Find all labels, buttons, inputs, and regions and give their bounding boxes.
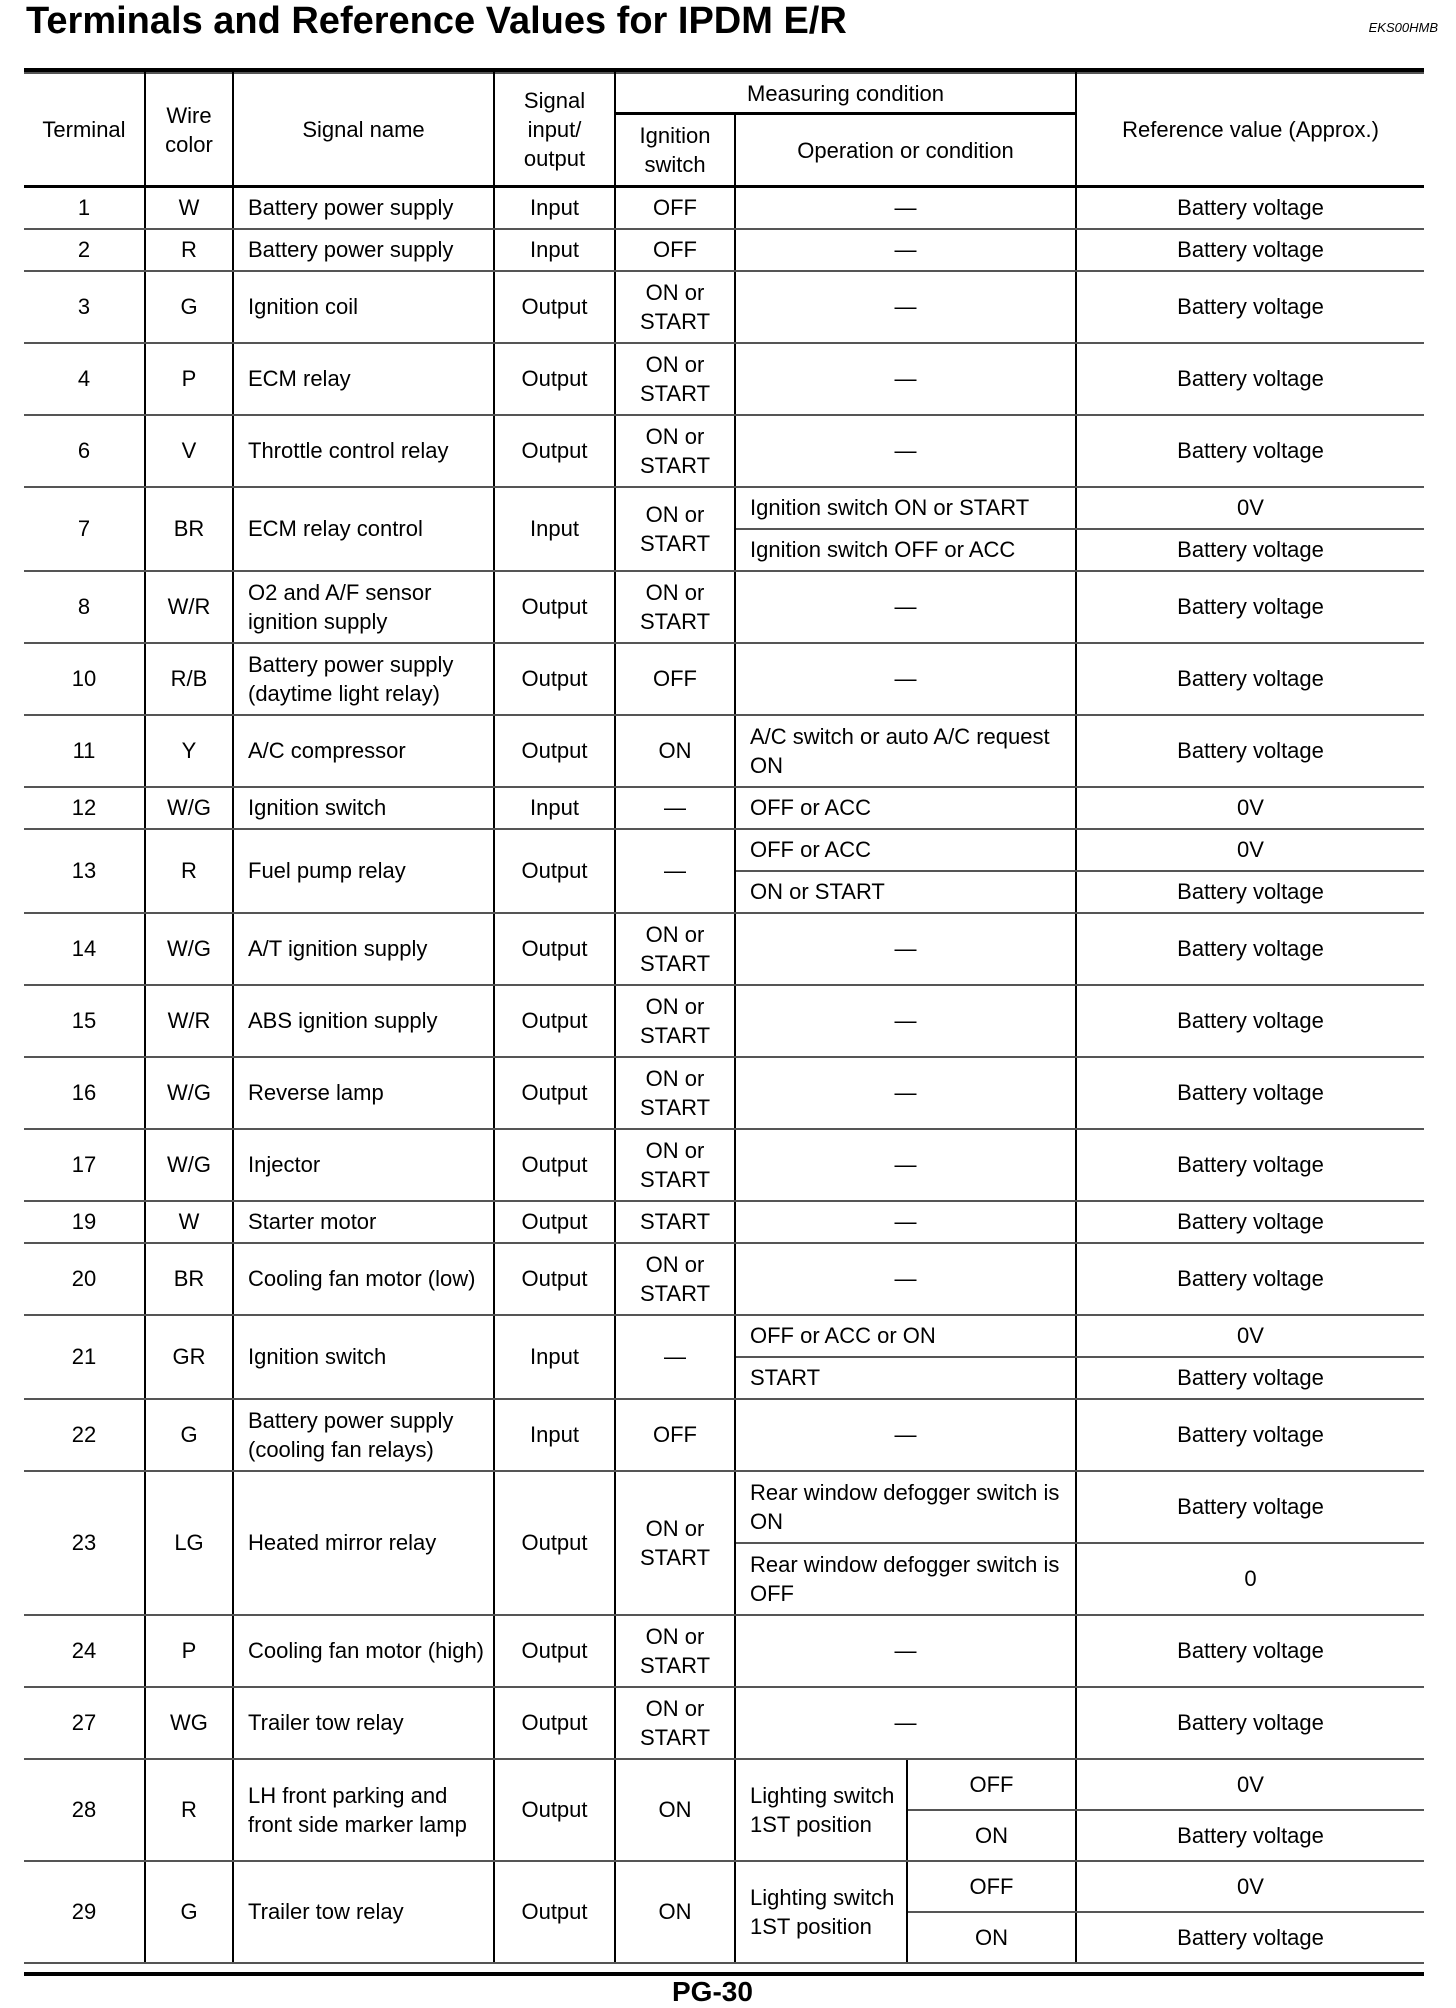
- table-row: [24, 343, 1424, 415]
- header-operation-condition: Operation or condition: [735, 114, 1076, 187]
- ignition-switch-cell: ON or START: [615, 415, 735, 487]
- terminal-cell: 14: [24, 913, 145, 985]
- signal-name-cell: Battery power supply: [233, 187, 494, 229]
- terminal-reference-table: [24, 72, 1424, 1964]
- signal-name-cell: Ignition switch: [233, 1315, 494, 1399]
- signal-io-cell: Output: [494, 1615, 615, 1687]
- terminal-cell: 15: [24, 985, 145, 1057]
- signal-io-cell: Output: [494, 1759, 615, 1861]
- reference-value-cell: Battery voltage: [1076, 271, 1424, 343]
- operation-condition-cell: —: [735, 1129, 1076, 1201]
- reference-value-cell: 0: [1076, 1543, 1424, 1615]
- reference-value-cell: Battery voltage: [1076, 913, 1424, 985]
- table-row: [24, 187, 1424, 229]
- table-row: [24, 229, 1424, 271]
- signal-name-cell: A/C compressor: [233, 715, 494, 787]
- wire-color-cell: LG: [145, 1471, 233, 1615]
- reference-value-cell: Battery voltage: [1076, 643, 1424, 715]
- wire-color-cell: P: [145, 343, 233, 415]
- table-row: [24, 1057, 1424, 1129]
- reference-value-cell: Battery voltage: [1076, 1399, 1424, 1471]
- signal-io-cell: Output: [494, 715, 615, 787]
- terminal-cell: 13: [24, 829, 145, 913]
- operation-condition-cell: —: [735, 1399, 1076, 1471]
- operation-condition-cell: Rear window defogger switch is OFF: [735, 1543, 1076, 1615]
- operation-condition-cell: —: [735, 985, 1076, 1057]
- ignition-switch-cell: ON or START: [615, 1057, 735, 1129]
- ignition-switch-cell: ON or START: [615, 913, 735, 985]
- ignition-switch-cell: ON: [615, 1759, 735, 1861]
- wire-color-cell: R: [145, 229, 233, 271]
- operation-condition-cell: —: [735, 1243, 1076, 1315]
- header-signal-io: Signal input/ output: [494, 73, 615, 187]
- wire-color-cell: BR: [145, 487, 233, 571]
- terminal-cell: 17: [24, 1129, 145, 1201]
- terminal-cell: 3: [24, 271, 145, 343]
- wire-color-cell: G: [145, 1861, 233, 1963]
- signal-name-cell: Injector: [233, 1129, 494, 1201]
- ignition-switch-cell: ON or START: [615, 1471, 735, 1615]
- signal-name-cell: ECM relay control: [233, 487, 494, 571]
- table-row: [24, 1243, 1424, 1315]
- signal-name-cell: Fuel pump relay: [233, 829, 494, 913]
- header-terminal: Terminal: [24, 73, 145, 187]
- table-row: [24, 787, 1424, 829]
- reference-value-cell: 0V: [1076, 787, 1424, 829]
- operation-condition-cell: —: [735, 1201, 1076, 1243]
- signal-name-cell: ECM relay: [233, 343, 494, 415]
- terminal-cell: 27: [24, 1687, 145, 1759]
- ignition-switch-cell: ON or START: [615, 1615, 735, 1687]
- wire-color-cell: W/G: [145, 1129, 233, 1201]
- operation-condition-cell: —: [735, 271, 1076, 343]
- reference-value-cell: Battery voltage: [1076, 187, 1424, 229]
- table-row: [24, 643, 1424, 715]
- table-row: [24, 571, 1424, 643]
- header-signal-name: Signal name: [233, 73, 494, 187]
- terminal-cell: 21: [24, 1315, 145, 1399]
- operation-condition-cell: ON or START: [735, 871, 1076, 913]
- signal-name-cell: Heated mirror relay: [233, 1471, 494, 1615]
- header-ignition-switch: Ignition switch: [615, 114, 735, 187]
- ignition-switch-cell: ON or START: [615, 271, 735, 343]
- signal-io-cell: Input: [494, 787, 615, 829]
- ignition-switch-cell: ON: [615, 715, 735, 787]
- switch-state-cell: OFF: [907, 1861, 1076, 1912]
- condition-cell: Lighting switch 1ST position: [735, 1861, 907, 1963]
- operation-condition-cell: —: [735, 343, 1076, 415]
- operation-condition-cell: —: [735, 229, 1076, 271]
- ignition-switch-cell: ON or START: [615, 1129, 735, 1201]
- operation-condition-cell: —: [735, 415, 1076, 487]
- operation-condition-cell: —: [735, 1615, 1076, 1687]
- signal-io-cell: Input: [494, 487, 615, 571]
- reference-value-cell: Battery voltage: [1076, 415, 1424, 487]
- operation-condition-cell: Ignition switch ON or START: [735, 487, 1076, 529]
- terminal-cell: 22: [24, 1399, 145, 1471]
- signal-io-cell: Input: [494, 1315, 615, 1399]
- header-wire-color: Wire color: [145, 73, 233, 187]
- table-row: [24, 1315, 1424, 1357]
- reference-value-cell: Battery voltage: [1076, 1129, 1424, 1201]
- condition-cell: Lighting switch 1ST position: [735, 1759, 907, 1861]
- reference-value-cell: Battery voltage: [1076, 1687, 1424, 1759]
- switch-state-cell: ON: [907, 1912, 1076, 1963]
- operation-condition-cell: Rear window defogger switch is ON: [735, 1471, 1076, 1543]
- signal-name-cell: Starter motor: [233, 1201, 494, 1243]
- table-row: [24, 1861, 1424, 1912]
- operation-condition-cell: OFF or ACC: [735, 787, 1076, 829]
- signal-io-cell: Output: [494, 829, 615, 913]
- terminal-cell: 16: [24, 1057, 145, 1129]
- table-row: [24, 1759, 1424, 1810]
- ignition-switch-cell: —: [615, 787, 735, 829]
- table-row: [24, 1129, 1424, 1201]
- switch-state-cell: OFF: [907, 1759, 1076, 1810]
- signal-name-cell: Reverse lamp: [233, 1057, 494, 1129]
- header-reference-value: Reference value (Approx.): [1076, 73, 1424, 187]
- operation-condition-cell: —: [735, 571, 1076, 643]
- operation-condition-cell: —: [735, 643, 1076, 715]
- terminal-cell: 11: [24, 715, 145, 787]
- reference-value-cell: Battery voltage: [1076, 1912, 1424, 1963]
- terminal-cell: 6: [24, 415, 145, 487]
- table-row: [24, 985, 1424, 1057]
- terminal-cell: 24: [24, 1615, 145, 1687]
- reference-value-cell: Battery voltage: [1076, 985, 1424, 1057]
- signal-io-cell: Output: [494, 985, 615, 1057]
- wire-color-cell: V: [145, 415, 233, 487]
- terminal-cell: 28: [24, 1759, 145, 1861]
- ignition-switch-cell: OFF: [615, 229, 735, 271]
- table-row: [24, 1201, 1424, 1243]
- wire-color-cell: P: [145, 1615, 233, 1687]
- ignition-switch-cell: ON or START: [615, 985, 735, 1057]
- table-row: [24, 487, 1424, 529]
- signal-io-cell: Output: [494, 1861, 615, 1963]
- signal-name-cell: A/T ignition supply: [233, 913, 494, 985]
- signal-name-cell: Cooling fan motor (high): [233, 1615, 494, 1687]
- reference-value-cell: Battery voltage: [1076, 1471, 1424, 1543]
- signal-io-cell: Input: [494, 229, 615, 271]
- signal-io-cell: Input: [494, 1399, 615, 1471]
- signal-name-cell: O2 and A/F sensor ignition supply: [233, 571, 494, 643]
- table-row: [24, 1399, 1424, 1471]
- signal-io-cell: Output: [494, 1129, 615, 1201]
- terminal-cell: 12: [24, 787, 145, 829]
- reference-value-cell: Battery voltage: [1076, 1201, 1424, 1243]
- reference-value-cell: Battery voltage: [1076, 1057, 1424, 1129]
- wire-color-cell: W/G: [145, 913, 233, 985]
- table-row: [24, 715, 1424, 787]
- signal-name-cell: Trailer tow relay: [233, 1687, 494, 1759]
- signal-io-cell: Output: [494, 643, 615, 715]
- ignition-switch-cell: OFF: [615, 187, 735, 229]
- operation-condition-cell: OFF or ACC: [735, 829, 1076, 871]
- table-row: [24, 271, 1424, 343]
- wire-color-cell: Y: [145, 715, 233, 787]
- wire-color-cell: G: [145, 271, 233, 343]
- table-row: [24, 415, 1424, 487]
- operation-condition-cell: —: [735, 1057, 1076, 1129]
- signal-name-cell: ABS ignition supply: [233, 985, 494, 1057]
- wire-color-cell: W: [145, 187, 233, 229]
- signal-name-cell: Battery power supply: [233, 229, 494, 271]
- signal-io-cell: Output: [494, 1687, 615, 1759]
- wire-color-cell: W/R: [145, 985, 233, 1057]
- reference-value-cell: 0V: [1076, 1315, 1424, 1357]
- signal-io-cell: Output: [494, 913, 615, 985]
- terminal-cell: 2: [24, 229, 145, 271]
- signal-name-cell: Ignition coil: [233, 271, 494, 343]
- terminal-cell: 1: [24, 187, 145, 229]
- reference-value-cell: Battery voltage: [1076, 571, 1424, 643]
- wire-color-cell: R: [145, 1759, 233, 1861]
- ignition-switch-cell: —: [615, 1315, 735, 1399]
- operation-condition-cell: START: [735, 1357, 1076, 1399]
- terminal-cell: 8: [24, 571, 145, 643]
- document-id: EKS00HMB: [1368, 20, 1438, 35]
- table-row: [24, 913, 1424, 985]
- table-row: [24, 829, 1424, 871]
- signal-io-cell: Output: [494, 1057, 615, 1129]
- wire-color-cell: BR: [145, 1243, 233, 1315]
- signal-io-cell: Output: [494, 1243, 615, 1315]
- reference-value-cell: Battery voltage: [1076, 1810, 1424, 1861]
- reference-value-cell: Battery voltage: [1076, 715, 1424, 787]
- reference-value-cell: Battery voltage: [1076, 1357, 1424, 1399]
- signal-io-cell: Output: [494, 415, 615, 487]
- operation-condition-cell: —: [735, 187, 1076, 229]
- ignition-switch-cell: —: [615, 829, 735, 913]
- operation-condition-cell: —: [735, 913, 1076, 985]
- wire-color-cell: R/B: [145, 643, 233, 715]
- signal-name-cell: Ignition switch: [233, 787, 494, 829]
- signal-io-cell: Output: [494, 1201, 615, 1243]
- signal-name-cell: Trailer tow relay: [233, 1861, 494, 1963]
- page-title: Terminals and Reference Values for IPDM E/R: [26, 0, 847, 42]
- reference-value-cell: 0V: [1076, 1861, 1424, 1912]
- reference-value-cell: 0V: [1076, 1759, 1424, 1810]
- table-row: [24, 1471, 1424, 1543]
- ignition-switch-cell: ON or START: [615, 487, 735, 571]
- ignition-switch-cell: ON or START: [615, 1243, 735, 1315]
- table-row: [24, 1687, 1424, 1759]
- ignition-switch-cell: ON or START: [615, 571, 735, 643]
- ignition-switch-cell: ON or START: [615, 1687, 735, 1759]
- wire-color-cell: WG: [145, 1687, 233, 1759]
- wire-color-cell: GR: [145, 1315, 233, 1399]
- header-measuring-condition: Measuring condition: [615, 73, 1076, 114]
- reference-value-cell: Battery voltage: [1076, 871, 1424, 913]
- operation-condition-cell: Ignition switch OFF or ACC: [735, 529, 1076, 571]
- signal-name-cell: Throttle control relay: [233, 415, 494, 487]
- signal-name-cell: Cooling fan motor (low): [233, 1243, 494, 1315]
- reference-value-cell: 0V: [1076, 487, 1424, 529]
- terminal-cell: 23: [24, 1471, 145, 1615]
- reference-value-cell: Battery voltage: [1076, 343, 1424, 415]
- ignition-switch-cell: ON: [615, 1861, 735, 1963]
- signal-name-cell: Battery power supply (cooling fan relays): [233, 1399, 494, 1471]
- table-row: [24, 1615, 1424, 1687]
- signal-io-cell: Output: [494, 343, 615, 415]
- ignition-switch-cell: OFF: [615, 643, 735, 715]
- terminal-cell: 20: [24, 1243, 145, 1315]
- signal-name-cell: Battery power supply (daytime light relay): [233, 643, 494, 715]
- signal-io-cell: Output: [494, 571, 615, 643]
- wire-color-cell: G: [145, 1399, 233, 1471]
- signal-io-cell: Output: [494, 1471, 615, 1615]
- operation-condition-cell: —: [735, 1687, 1076, 1759]
- ignition-switch-cell: OFF: [615, 1399, 735, 1471]
- reference-value-cell: Battery voltage: [1076, 529, 1424, 571]
- operation-condition-cell: OFF or ACC or ON: [735, 1315, 1076, 1357]
- reference-value-cell: Battery voltage: [1076, 229, 1424, 271]
- terminal-cell: 7: [24, 487, 145, 571]
- wire-color-cell: W: [145, 1201, 233, 1243]
- reference-value-cell: 0V: [1076, 829, 1424, 871]
- terminal-cell: 10: [24, 643, 145, 715]
- terminal-cell: 19: [24, 1201, 145, 1243]
- page-number: PG-30: [672, 1976, 753, 2007]
- signal-name-cell: LH front parking and front side marker lamp: [233, 1759, 494, 1861]
- wire-color-cell: R: [145, 829, 233, 913]
- wire-color-cell: W/G: [145, 787, 233, 829]
- ignition-switch-cell: ON or START: [615, 343, 735, 415]
- terminal-cell: 4: [24, 343, 145, 415]
- wire-color-cell: W/G: [145, 1057, 233, 1129]
- switch-state-cell: ON: [907, 1810, 1076, 1861]
- terminal-cell: 29: [24, 1861, 145, 1963]
- signal-io-cell: Input: [494, 187, 615, 229]
- ignition-switch-cell: START: [615, 1201, 735, 1243]
- reference-value-cell: Battery voltage: [1076, 1243, 1424, 1315]
- wire-color-cell: W/R: [145, 571, 233, 643]
- signal-io-cell: Output: [494, 271, 615, 343]
- reference-value-cell: Battery voltage: [1076, 1615, 1424, 1687]
- operation-condition-cell: A/C switch or auto A/C request ON: [735, 715, 1076, 787]
